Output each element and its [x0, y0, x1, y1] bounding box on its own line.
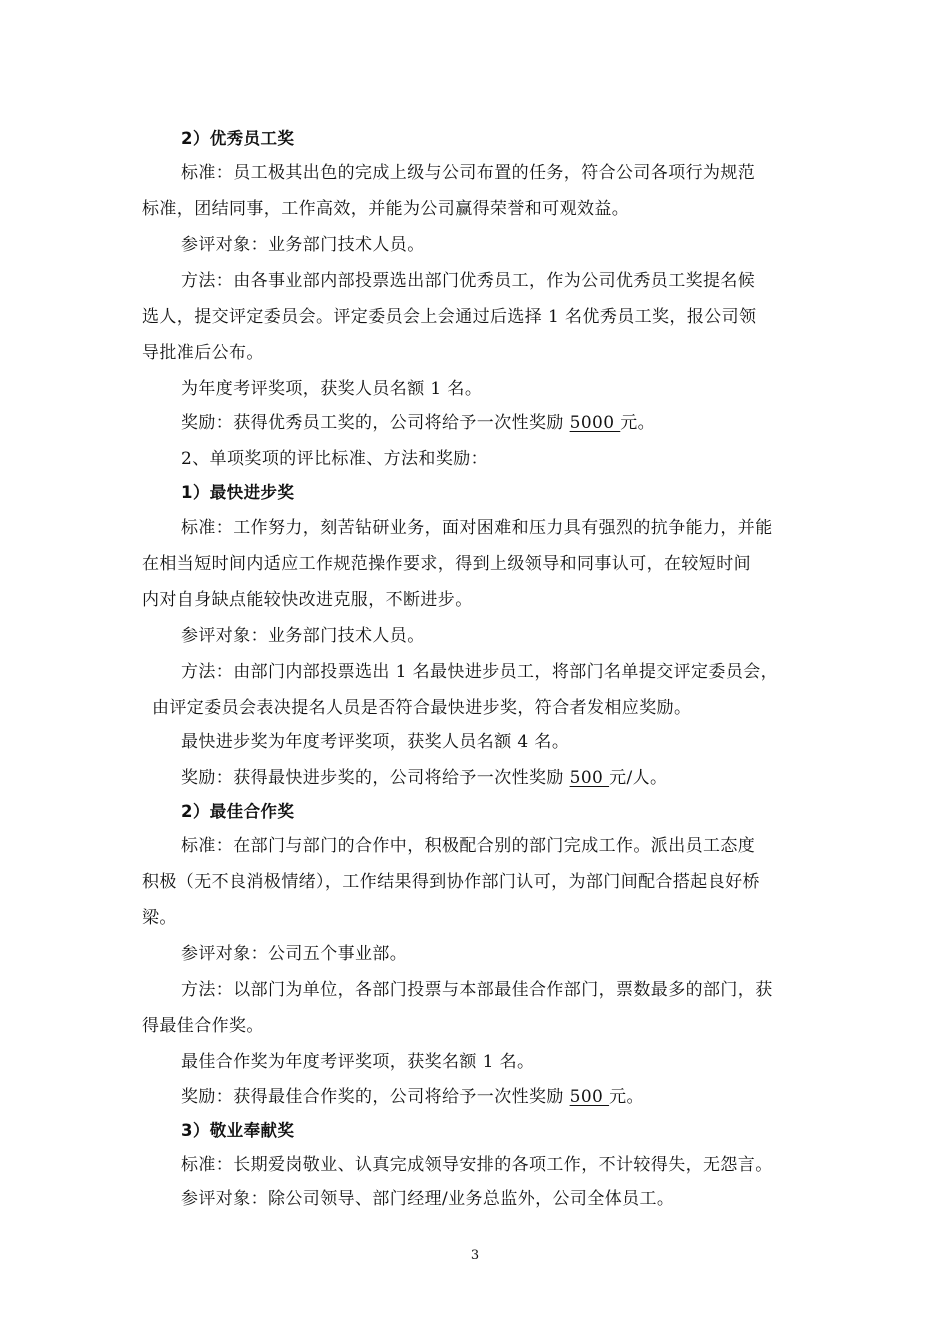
heading-fastest-progress-award: 1）最快进步奖 [181, 483, 295, 502]
reward-text: 奖励：获得优秀员工奖的，公司将给予一次性奖励 [181, 413, 570, 433]
paragraph-line: 导批准后公布。 [142, 343, 264, 363]
paragraph-line: 方法：由部门内部投票选出 1 名最快进步员工，将部门名单提交评定委员会， [181, 662, 779, 682]
heading-best-cooperation-award: 2）最佳合作奖 [181, 802, 295, 821]
paragraph-line: 标准：工作努力，刻苦钻研业务，面对困难和压力具有强烈的抗争能力，并能 [181, 518, 773, 538]
reward-amount: 500 [569, 1087, 610, 1107]
reward-line [181, 412, 655, 434]
paragraph-line: 内对自身缺点能较快改进克服，不断进步。 [142, 590, 473, 610]
paragraph-line: 标准：长期爱岗敬业、认真完成领导安排的各项工作，不计较得失，无怨言。 [181, 1155, 773, 1175]
paragraph-line: 最佳合作奖为年度考评奖项，获奖名额 1 名。 [181, 1052, 535, 1072]
paragraph-line: 参评对象：业务部门技术人员。 [181, 626, 425, 646]
heading-dedication-award: 3）敬业奉献奖 [181, 1121, 295, 1140]
paragraph-line: 方法：由各事业部内部投票选出部门优秀员工，作为公司优秀员工奖提名候 [181, 271, 756, 291]
reward-line [181, 1086, 644, 1108]
paragraph-line: 标准，团结同事，工作高效，并能为公司赢得荣誉和可观效益。 [142, 199, 630, 219]
paragraph-line: 方法：以部门为单位，各部门投票与本部最佳合作部门，票数最多的部门，获 [181, 980, 773, 1000]
paragraph-line: 标准：在部门与部门的合作中，积极配合别的部门完成工作。派出员工态度 [181, 836, 756, 856]
page-number: 3 [470, 1248, 480, 1263]
paragraph-line: 参评对象：除公司领导、部门经理/业务总监外，公司全体员工。 [181, 1189, 675, 1209]
paragraph-line: 在相当短时间内适应工作规范操作要求，得到上级领导和同事认可，在较短时间 [142, 554, 751, 574]
reward-amount: 5000 [569, 413, 621, 433]
reward-line [181, 767, 667, 789]
heading-excellent-employee-award: 2）优秀员工奖 [181, 129, 295, 148]
paragraph-line: 最快进步奖为年度考评奖项，获奖人员名额 4 名。 [181, 732, 570, 752]
reward-amount: 500 [569, 768, 610, 788]
reward-unit: 元。 [609, 1087, 644, 1107]
paragraph-line: 由评定委员会表决提名人员是否符合最快进步奖，符合者发相应奖励。 [152, 698, 692, 718]
paragraph-line: 参评对象：业务部门技术人员。 [181, 235, 425, 255]
reward-unit: 元/人。 [609, 768, 668, 788]
reward-text: 奖励：获得最快进步奖的，公司将给予一次性奖励 [181, 768, 570, 788]
paragraph-line: 积极（无不良消极情绪），工作结果得到协作部门认可，为部门间配合搭起良好桥 [142, 872, 760, 892]
paragraph-line: 为年度考评奖项，获奖人员名额 1 名。 [181, 379, 483, 399]
paragraph-line: 参评对象：公司五个事业部。 [181, 944, 408, 964]
paragraph-line: 标准：员工极其出色的完成上级与公司布置的任务，符合公司各项行为规范 [181, 163, 756, 183]
paragraph-line: 梁。 [142, 908, 177, 928]
reward-text: 奖励：获得最佳合作奖的，公司将给予一次性奖励 [181, 1087, 570, 1107]
paragraph-line: 选人，提交评定委员会。评定委员会上会通过后选择 1 名优秀员工奖，报公司领 [142, 307, 757, 327]
section-title: 2、单项奖项的评比标准、方法和奖励： [181, 449, 489, 469]
paragraph-line: 得最佳合作奖。 [142, 1016, 264, 1036]
reward-unit: 元。 [620, 413, 656, 433]
